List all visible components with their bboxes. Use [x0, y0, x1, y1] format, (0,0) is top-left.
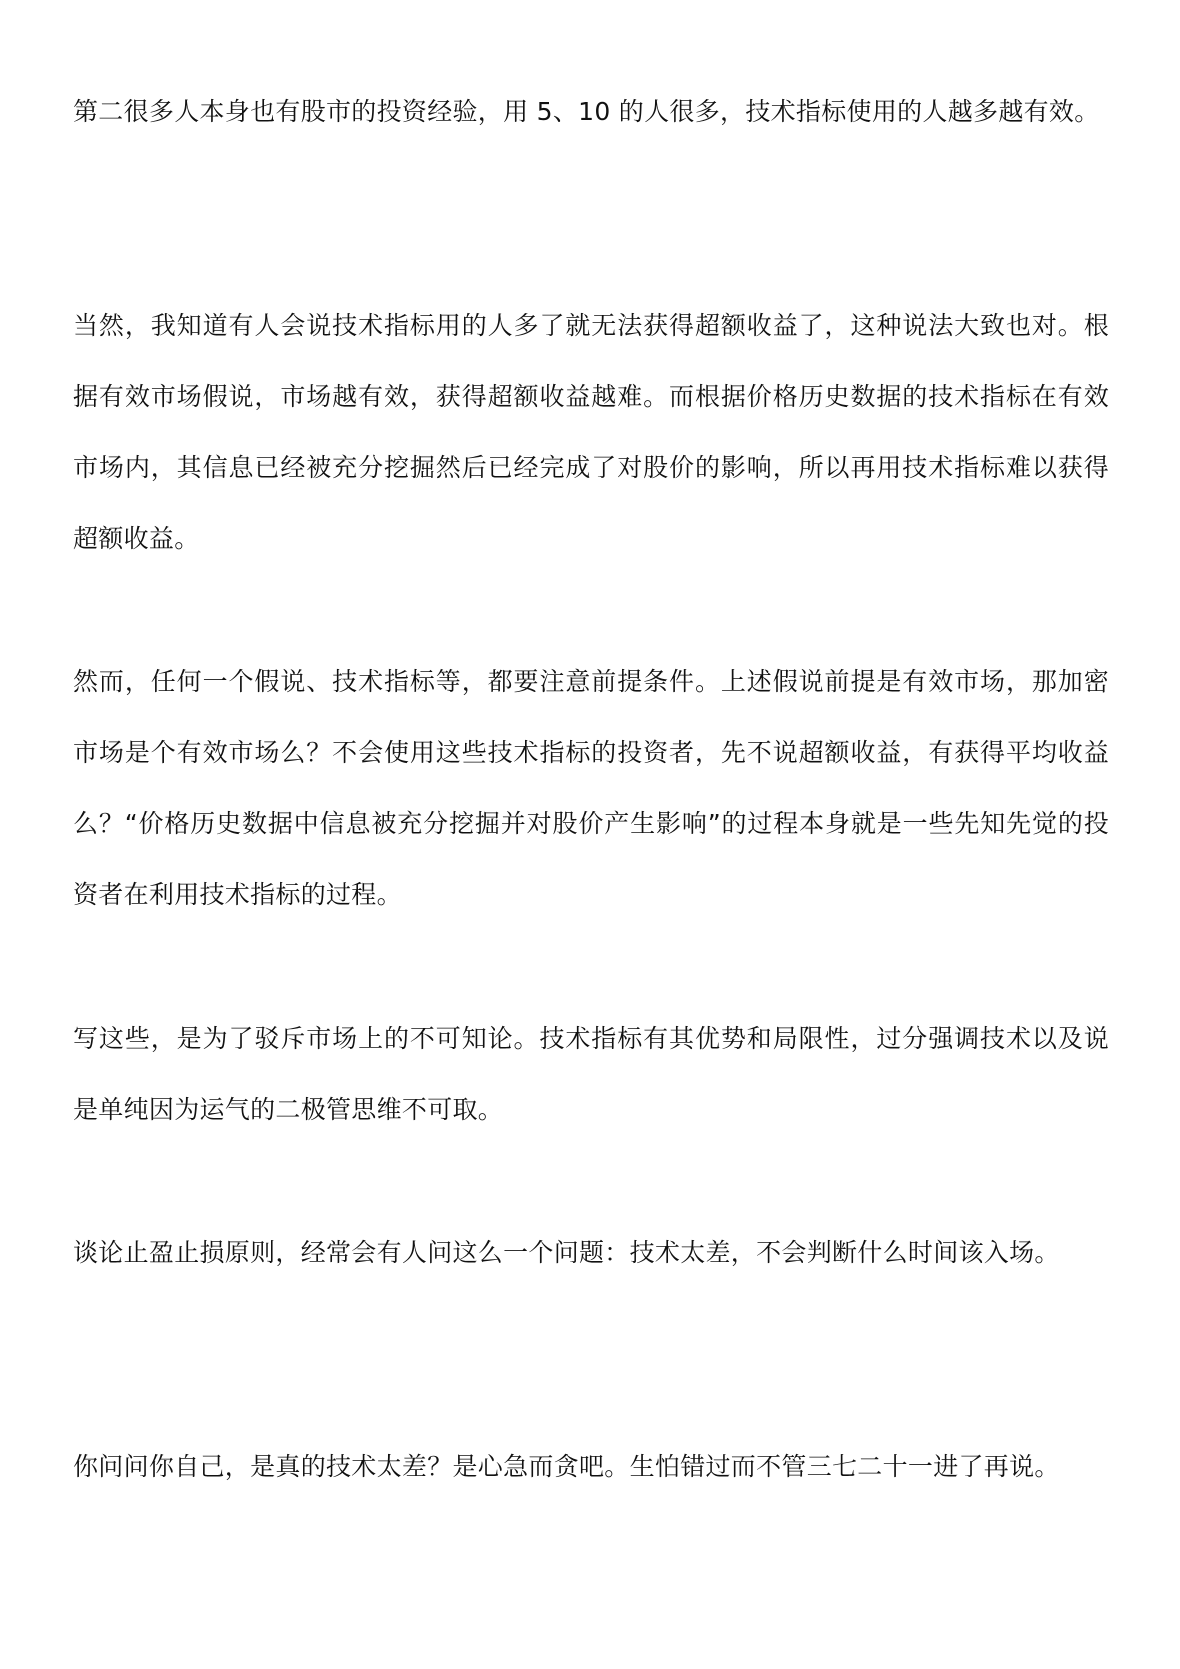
- paragraph-3: 然而，任何一个假说、技术指标等，都要注意前提条件。上述假说前提是有效市场，那加密市场是个有效市场么？不会使用这些技术指标的投资者，先不说超额收益，有获得平均收益么？“价格历史数据中信息被充分挖掘并对股价产生影响”的过程本身就是一些先知先觉的投资者在利用技术指标的过程。: [73, 667, 1109, 909]
- paragraph-4: 写这些，是为了驳斥市场上的不可知论。技术指标有其优势和局限性，过分强调技术以及说是单纯因为运气的二极管思维不可取。: [73, 1024, 1109, 1124]
- paragraph-5: 谈论止盈止损原则，经常会有人问这么一个问题：技术太差，不会判断什么时间该入场。: [73, 1238, 1060, 1267]
- paragraph-1: 第二很多人本身也有股市的投资经验，用 5、10 的人很多，技术指标使用的人越多越有效。: [73, 97, 1100, 126]
- paragraph-2: 当然，我知道有人会说技术指标用的人多了就无法获得超额收益了，这种说法大致也对。根据有效市场假说，市场越有效，获得超额收益越难。而根据价格历史数据的技术指标在有效市场内，其信息已经被充分挖掘然后已经完成了对股价的影响，所以再用技术指标难以获得超额收益。: [73, 311, 1109, 553]
- paragraph-6: 你问问你自己，是真的技术太差？是心急而贪吧。生怕错过而不管三七二十一进了再说。: [73, 1452, 1060, 1481]
- document-page: [73, 0, 1109, 1669]
